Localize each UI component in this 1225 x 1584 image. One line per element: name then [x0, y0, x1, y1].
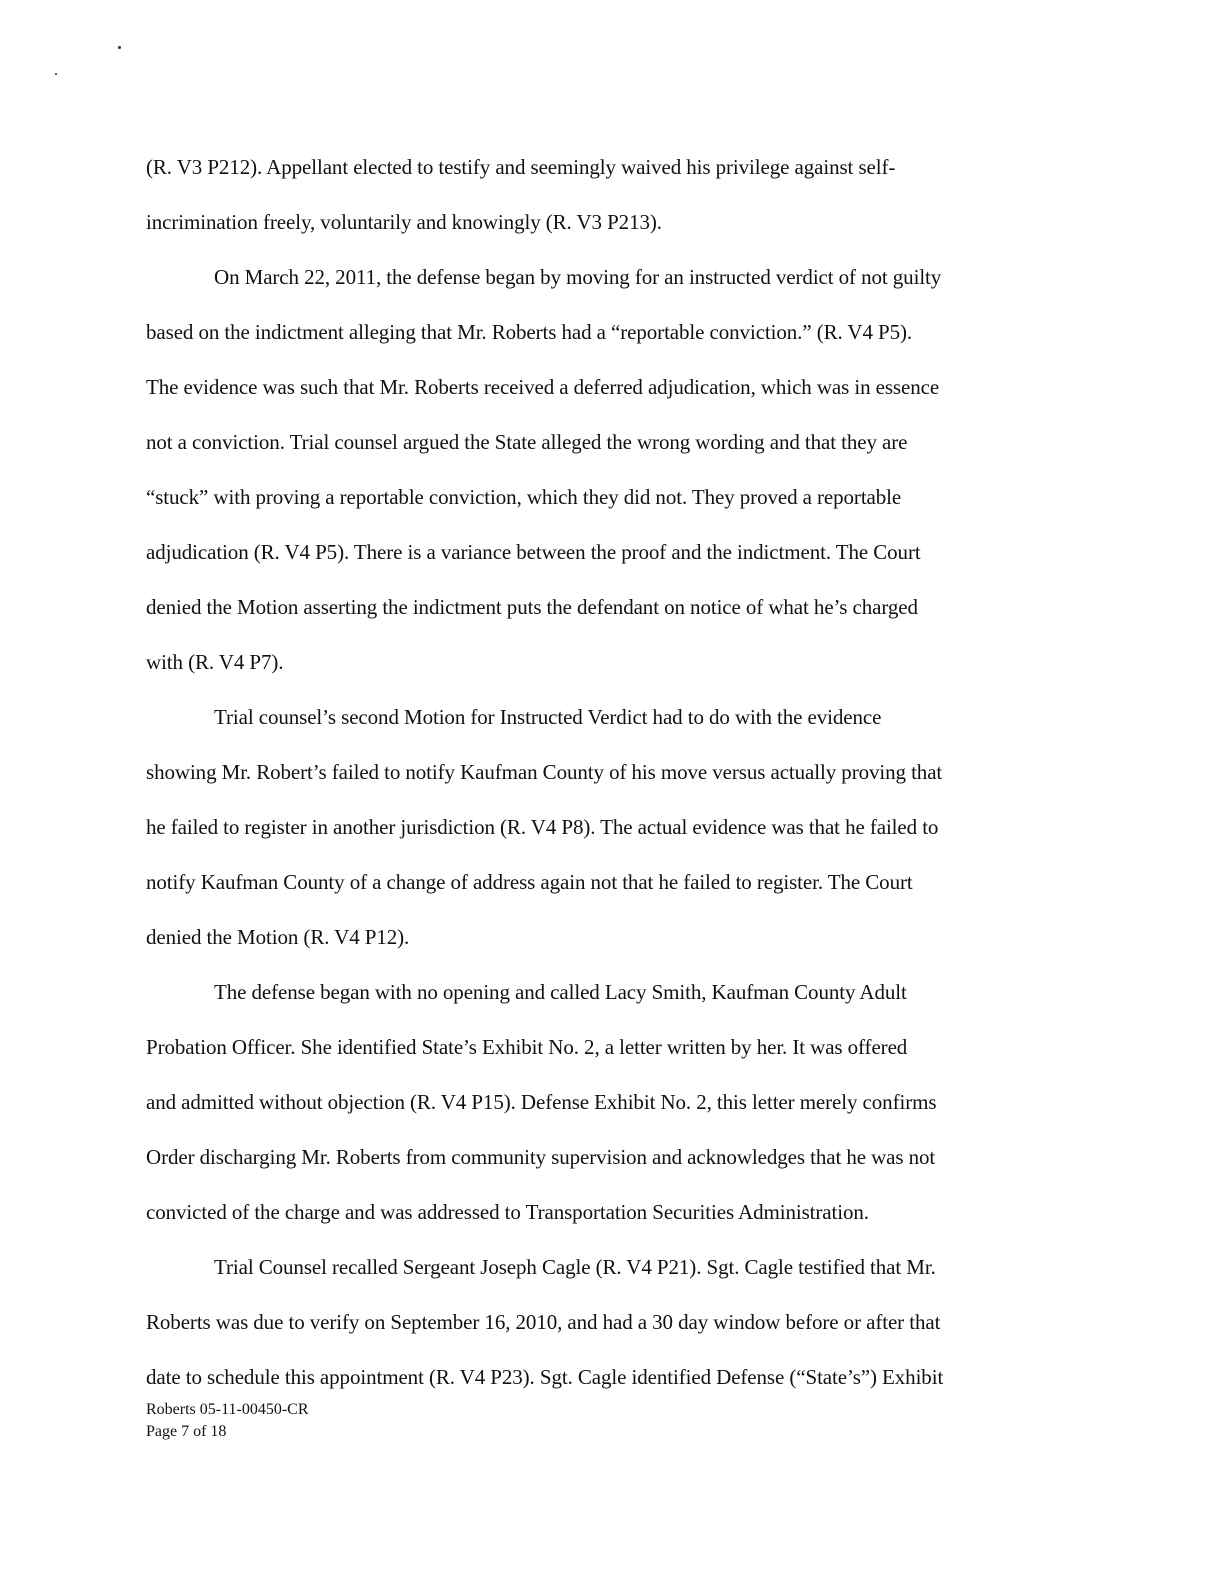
body-line: “stuck” with proving a reportable conviction, which they did not. They proved a reportable [146, 485, 902, 509]
body-line: The evidence was such that Mr. Roberts received a deferred adjudication, which was in essence [146, 375, 940, 399]
footer-case-number: Roberts 05-11-00450-CR [146, 1401, 309, 1418]
scan-speck [55, 73, 57, 75]
body-line: not a conviction. Trial counsel argued the State alleged the wrong wording and that they are [146, 430, 908, 454]
body-line: notify Kaufman County of a change of address again not that he failed to register. The Court [146, 870, 913, 894]
body-line: convicted of the charge and was addressed to Transportation Securities Administration. [146, 1200, 869, 1224]
body-line: adjudication (R. V4 P5). There is a variance between the proof and the indictment. The Court [146, 540, 921, 564]
body-line: denied the Motion (R. V4 P12). [146, 925, 410, 949]
body-line: denied the Motion asserting the indictment puts the defendant on notice of what he’s charged [146, 595, 918, 619]
footer-page-number: Page 7 of 18 [146, 1423, 227, 1440]
body-line: Probation Officer. She identified State’s Exhibit No. 2, a letter written by her. It was offered [146, 1035, 908, 1059]
body-line: showing Mr. Robert’s failed to notify Kaufman County of his move versus actually proving that [146, 760, 943, 784]
body-line: On March 22, 2011, the defense began by moving for an instructed verdict of not guilty [214, 265, 942, 289]
body-line: with (R. V4 P7). [146, 650, 284, 674]
body-line: date to schedule this appointment (R. V4 P23). Sgt. Cagle identified Defense (“State’s”) Exhibit [146, 1365, 944, 1389]
body-line: he failed to register in another jurisdiction (R. V4 P8). The actual evidence was that he failed to [146, 815, 939, 839]
body-line: The defense began with no opening and called Lacy Smith, Kaufman County Adult [214, 980, 907, 1004]
body-line: Order discharging Mr. Roberts from community supervision and acknowledges that he was not [146, 1145, 936, 1169]
body-line: incrimination freely, voluntarily and knowingly (R. V3 P213). [146, 210, 662, 234]
scan-speck [118, 46, 121, 49]
body-line: Roberts was due to verify on September 16, 2010, and had a 30 day window before or after that [146, 1310, 941, 1334]
body-line: based on the indictment alleging that Mr. Roberts had a “reportable conviction.” (R. V4 P5). [146, 320, 913, 344]
body-line: Trial Counsel recalled Sergeant Joseph Cagle (R. V4 P21). Sgt. Cagle testified that Mr. [214, 1255, 936, 1279]
body-line: Trial counsel’s second Motion for Instructed Verdict had to do with the evidence [214, 705, 882, 729]
body-line: and admitted without objection (R. V4 P15). Defense Exhibit No. 2, this letter merely confirms [146, 1090, 937, 1114]
body-line: (R. V3 P212). Appellant elected to testify and seemingly waived his privilege against self- [146, 155, 896, 179]
